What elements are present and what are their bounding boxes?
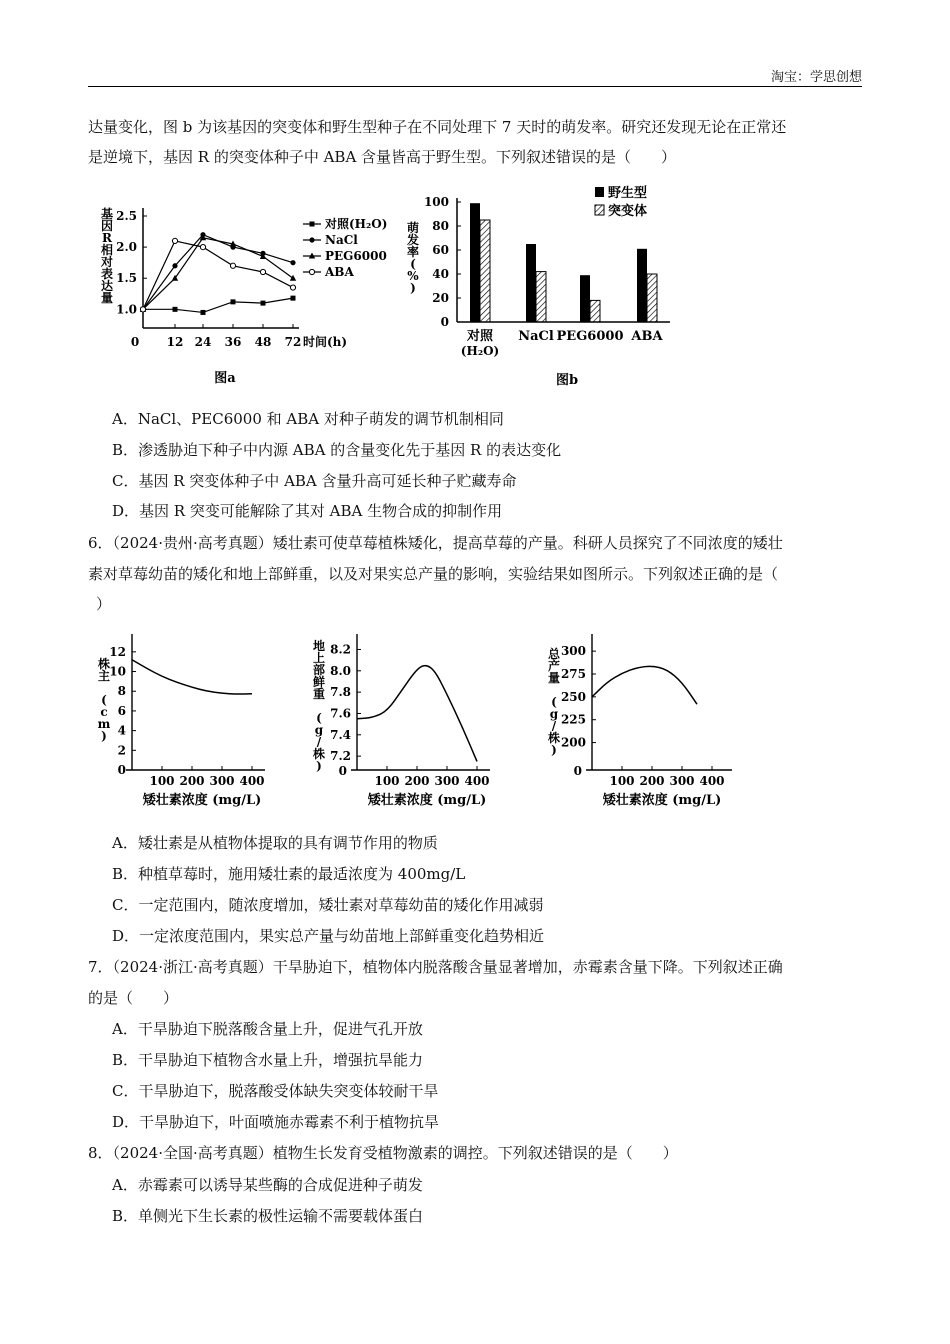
y-tick-label: 2.0 — [116, 240, 137, 255]
q5-option-d: D．基因 R 突变可能解除了其对 ABA 生物合成的抑制作用 — [112, 502, 503, 520]
y-tick-label: 7.4 — [330, 727, 351, 742]
data-point — [291, 296, 296, 301]
y-tick-label: 300 — [560, 644, 586, 659]
legend-marker — [309, 269, 314, 274]
legend-marker — [310, 222, 315, 227]
origin-label: 0 — [338, 764, 347, 778]
x-tick-label: 200 — [404, 774, 430, 788]
q6-stem-line-1: 6．（2024·贵州·高考真题）矮壮素可使草莓植株矮化，提高草莓的产量。科研人员探究了不同浓度的矮壮 — [88, 534, 783, 552]
category-label: NaCl — [518, 329, 554, 344]
y-tick-label: 6 — [117, 703, 126, 718]
bar-mutant — [536, 272, 546, 322]
bar-wildtype — [637, 249, 647, 322]
intro-line-2: 是逆境下，基因 R 的突变体种子中 ABA 含量皆高于野生型。下列叙述错误的是（ ） — [88, 148, 677, 166]
y-tick-label: 60 — [432, 243, 449, 257]
y-tick-label: 2.5 — [116, 209, 137, 223]
legend-label: NaCl — [325, 233, 358, 247]
series-line-1 — [143, 235, 293, 310]
y-tick-label: 20 — [432, 291, 449, 305]
q7-stem-line-1: 7．（2024·浙江·高考真题）干旱胁迫下，植物体内脱落酸含量显著增加，赤霉素含量下降。下列叙述正确 — [88, 958, 783, 976]
q5-option-a: A．NaCl、PEC6000 和 ABA 对种子萌发的调节机制相同 — [112, 410, 504, 428]
legend-label: 对照(H₂O) — [325, 217, 388, 231]
y-tick-label: 10 — [109, 664, 126, 679]
q7-option-a: A．干旱胁迫下脱落酸含量上升，促进气孔开放 — [112, 1020, 423, 1038]
x-tick-label: 200 — [179, 774, 205, 788]
data-point — [201, 310, 206, 315]
q7-option-d: D．干旱胁迫下，叶面喷施赤霉素不利于植物抗旱 — [112, 1113, 440, 1131]
category-label: PEG6000 — [556, 329, 624, 344]
y-tick-label: 100 — [423, 195, 449, 209]
x-tick-label: 100 — [149, 774, 175, 788]
figure-b-chart — [395, 180, 685, 394]
q8-option-a: A．赤霉素可以诱导某些酶的合成促进种子萌发 — [112, 1176, 423, 1194]
header-source-text: 淘宝：学思创想 — [770, 70, 862, 85]
data-point — [290, 275, 296, 281]
y-axis-label: 总产量 ( g /株) — [547, 647, 561, 757]
data-curve — [592, 666, 697, 704]
legend-label: PEG6000 — [325, 249, 387, 263]
data-point — [172, 238, 177, 243]
y-tick-label: 7.6 — [330, 706, 351, 721]
bar-mutant — [590, 300, 600, 322]
y-tick-label: 0 — [440, 315, 449, 329]
series-line-2 — [143, 238, 293, 310]
y-tick-label: 1.5 — [116, 271, 137, 286]
x-tick-label: 200 — [639, 774, 665, 788]
x-tick-label: 300 — [434, 774, 460, 788]
q7-stem-line-2: 的是（ ） — [88, 989, 179, 1007]
bar-wildtype — [470, 203, 480, 322]
legend-swatch-wildtype — [595, 187, 604, 197]
y-tick-label: 275 — [560, 667, 586, 681]
x-tick-label: 72 — [284, 335, 302, 349]
y-tick-label: 8 — [117, 684, 126, 699]
q5-option-b: B．渗透胁迫下种子中内源 ABA 的含量变化先于基因 R 的表达变化 — [112, 441, 562, 459]
figure-a-chart — [95, 188, 415, 394]
data-point — [290, 285, 295, 290]
y-tick-label: 250 — [560, 689, 586, 704]
q5-option-c: C．基因 R 突变体种子中 ABA 含量升高可延长种子贮藏寿命 — [112, 472, 517, 490]
q6-option-c: C．一定范围内，随浓度增加，矮壮素对草莓幼苗的矮化作用减弱 — [112, 896, 544, 914]
data-point — [260, 269, 265, 274]
x-tick-label: 36 — [224, 335, 242, 349]
q6-option-b: B．种植草莓时，施用矮壮素的最适浓度为 400mg/L — [112, 865, 466, 883]
data-curve — [357, 666, 477, 762]
q7-option-c: C．干旱胁迫下，脱落酸受体缺失突变体较耐干旱 — [112, 1082, 439, 1100]
bar-wildtype — [580, 275, 590, 322]
category-label: 对照 — [466, 329, 494, 344]
y-axis-label: 株主 ( c m ) — [97, 657, 111, 743]
q6-option-a: A．矮壮素是从植物体提取的具有调节作用的物质 — [112, 834, 438, 852]
y-tick-label: 8.0 — [330, 663, 351, 678]
plant-height-chart — [90, 628, 280, 808]
data-curve — [132, 660, 252, 694]
y-tick-label: 12 — [109, 644, 126, 659]
x-tick-label: 400 — [239, 774, 265, 788]
q7-option-b: B．干旱胁迫下植物含水量上升，增强抗旱能力 — [112, 1051, 424, 1069]
data-point — [261, 301, 266, 306]
data-point — [140, 307, 145, 312]
y-tick-label: 7.2 — [330, 749, 351, 764]
y-tick-label: 8.2 — [330, 642, 351, 657]
q8-stem-line: 8．（2024·全国·高考真题）植物生长发育受植物激素的调控。下列叙述错误的是（ ） — [88, 1144, 678, 1162]
figure-caption: 图b — [555, 373, 579, 388]
x-tick-label: 24 — [194, 335, 212, 349]
q6-stem-line-3: ） — [96, 595, 112, 613]
category-label: ABA — [631, 329, 663, 344]
bar-mutant — [647, 274, 657, 322]
legend-swatch-mutant — [595, 205, 604, 215]
x-tick-label: 0 — [130, 335, 140, 349]
x-tick-label: 12 — [166, 335, 184, 349]
y-tick-label: 40 — [432, 267, 449, 281]
series-line-3 — [143, 241, 293, 309]
origin-label: 0 — [573, 764, 582, 778]
x-tick-label: 100 — [609, 774, 635, 788]
y-axis-label: 萌发率( % ) — [406, 221, 420, 295]
intro-line-1: 达量变化，图 b 为该基因的突变体和野生型种子在不同处理下 7 天时的萌发率。研究还发现无论在正常还 — [88, 118, 787, 136]
figure-caption: 图a — [214, 371, 236, 386]
y-tick-label: 1.0 — [116, 302, 137, 317]
legend-label: ABA — [325, 265, 354, 279]
bar-wildtype — [526, 244, 536, 322]
x-tick-label: 300 — [209, 774, 235, 788]
legend-marker — [309, 237, 314, 242]
total-yield-chart — [540, 628, 740, 808]
x-tick-label: 100 — [374, 774, 400, 788]
y-axis-label: 基因 R 相对表达量 — [100, 207, 114, 305]
x-axis-label: 矮壮素浓度 (mg/L) — [367, 793, 487, 808]
data-point — [290, 260, 295, 265]
data-point — [230, 263, 235, 268]
y-tick-label: 80 — [432, 219, 449, 233]
category-label-sub: (H₂O) — [460, 344, 500, 358]
series-line-0 — [143, 298, 293, 312]
x-tick-label: 48 — [254, 335, 272, 349]
q6-stem-line-2: 素对草莓幼苗的矮化和地上部鲜重，以及对果实总产量的影响，实验结果如图所示。下列叙述正确的是（ — [88, 565, 779, 583]
data-point — [200, 245, 205, 250]
bar-mutant — [480, 220, 490, 322]
fresh-weight-chart — [305, 628, 505, 808]
x-axis-label: 矮壮素浓度 (mg/L) — [602, 793, 722, 808]
legend-label: 突变体 — [608, 204, 648, 219]
x-tick-label: 400 — [464, 774, 490, 788]
y-axis-label: 地上部鲜重 ( g /株) — [312, 639, 326, 773]
data-point — [173, 307, 178, 312]
q6-option-d: D．一定浓度范围内，果实总产量与幼苗地上部鲜重变化趋势相近 — [112, 927, 545, 945]
y-tick-label: 7.8 — [330, 685, 351, 700]
data-point — [231, 299, 236, 304]
y-tick-label: 200 — [560, 735, 586, 750]
q8-option-b: B．单侧光下生长素的极性运输不需要载体蛋白 — [112, 1207, 424, 1225]
y-tick-label: 4 — [117, 723, 126, 738]
y-tick-label: 225 — [560, 712, 586, 727]
y-tick-label: 2 — [117, 743, 126, 758]
x-axis-label: 时间(h) — [302, 335, 348, 349]
x-axis-label: 矮壮素浓度 (mg/L) — [142, 793, 262, 808]
page-header — [88, 62, 862, 87]
x-tick-label: 400 — [699, 774, 725, 788]
data-point — [172, 263, 177, 268]
y-tick-label: 0 — [117, 763, 126, 777]
legend-label: 野生型 — [608, 186, 648, 201]
x-tick-label: 300 — [669, 774, 695, 788]
